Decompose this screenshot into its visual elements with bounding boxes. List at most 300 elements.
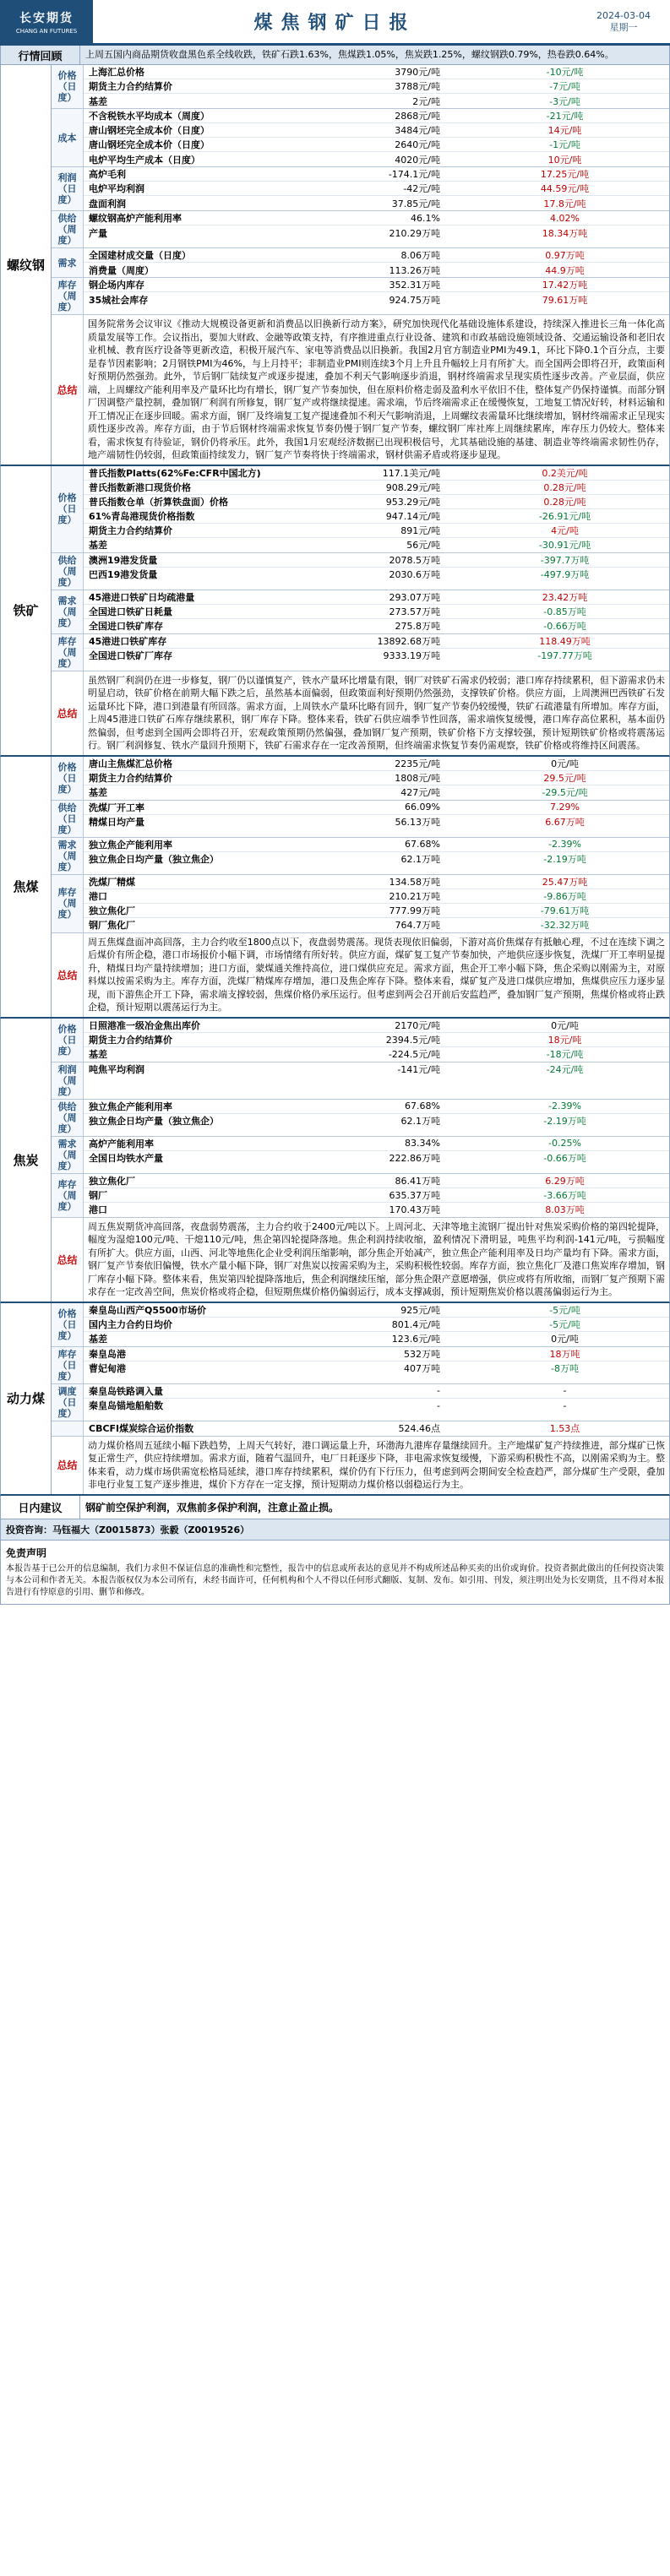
indicator-value: 56.13万吨: [395, 817, 440, 828]
indicator-row: [84, 495, 669, 509]
summary-label: 总结: [52, 1218, 84, 1302]
change-column-spacer: [445, 123, 509, 137]
indicator-name: 期货主力合约结算价: [89, 1034, 172, 1046]
indicator-change: -30.91元/吨: [538, 540, 591, 551]
indicator-name: CBCFI煤炭综合运价指数: [89, 1423, 194, 1434]
group-items: [84, 838, 669, 874]
indicator-value: 908.29元/吨: [385, 481, 440, 493]
section-summary: [52, 315, 669, 465]
indicator-row: [84, 182, 669, 196]
indicator-row: [84, 278, 669, 292]
indicator-group: [52, 1019, 669, 1062]
indicator-row: [84, 1100, 669, 1114]
indicator-change: -26.91元/吨: [538, 510, 591, 522]
indicator-row: [84, 94, 669, 108]
indicator-row: [84, 292, 669, 307]
indicator-name: 期货主力合约结算价: [89, 772, 172, 784]
group-label: 需求（周度）: [52, 838, 84, 874]
indicator-name: 产量: [89, 227, 107, 239]
section-name: 动力煤: [1, 1303, 52, 1494]
indicator-change: 23.42万吨: [542, 591, 588, 603]
indicator-row: [84, 801, 669, 815]
indicator-row: [84, 852, 669, 867]
group-items: [84, 1062, 669, 1099]
change-column-spacer: [445, 211, 509, 225]
indicator-value: 2元/吨: [412, 95, 440, 107]
indicator-change: -0.25%: [548, 1138, 581, 1149]
indicator-row: [84, 481, 669, 495]
indicator-value: 352.31万吨: [389, 280, 440, 291]
indicator-row: [84, 619, 669, 633]
summary-label: 总结: [52, 933, 84, 1017]
indicator-value: -42元/吨: [403, 183, 440, 194]
change-column-spacer: [445, 79, 509, 93]
indicator-change: 1.53点: [549, 1423, 580, 1434]
group-items: [84, 553, 669, 590]
indicator-row: [84, 815, 669, 829]
indicator-row: [84, 838, 669, 852]
indicator-value: 2078.5万吨: [389, 554, 440, 566]
group-items: [84, 1174, 669, 1217]
indicator-row: [84, 1384, 669, 1399]
summary-label: 总结: [52, 671, 84, 755]
indicator-name: 唐山钢坯完全成本价（日度）: [89, 125, 210, 136]
indicator-value: 13892.68万吨: [377, 635, 440, 647]
indicator-value: 953.29元/吨: [385, 496, 440, 508]
change-column-spacer: [445, 248, 509, 262]
indicator-change: 44.59元/吨: [540, 183, 590, 194]
change-column-spacer: [445, 65, 509, 79]
intraday-advice: [0, 1496, 670, 1519]
indicator-name: 钢企场内库存: [89, 280, 144, 291]
change-column-spacer: [445, 509, 509, 523]
indicator-value: 3788元/吨: [395, 81, 440, 92]
indicator-row: [84, 65, 669, 79]
indicator-name: 独立焦化厂: [89, 1175, 135, 1187]
indicator-change: -: [563, 1385, 567, 1396]
section-0: [0, 65, 670, 466]
indicator-name: 基差: [89, 1049, 107, 1060]
indicator-row: [84, 889, 669, 904]
indicator-change: 17.8元/吨: [543, 198, 586, 209]
group-items: [84, 590, 669, 633]
indicator-change: 0.28元/吨: [543, 481, 586, 493]
indicator-change: 118.49万吨: [539, 635, 591, 647]
indicator-value: 891元/吨: [400, 524, 440, 536]
indicator-name: 独立焦企产能利用率: [89, 1101, 172, 1112]
group-label: 库存（周度）: [52, 634, 84, 671]
indicator-value: 2640元/吨: [395, 139, 440, 150]
indicator-value: 275.8万吨: [395, 621, 440, 632]
change-column-spacer: [445, 524, 509, 537]
indicator-name: 高炉产能利用率: [89, 1138, 154, 1149]
change-column-spacer: [445, 1174, 509, 1187]
indicator-value: 210.21万吨: [389, 890, 440, 902]
summary-label: 总结: [52, 1437, 84, 1494]
indicator-row: [84, 263, 669, 277]
indicator-name: 秦皇岛山西产Q5500市场价: [89, 1304, 206, 1316]
indicator-name: 钢厂焦化厂: [89, 920, 135, 931]
indicator-change: -18元/吨: [546, 1049, 584, 1060]
indicator-change: -0.66万吨: [543, 1153, 586, 1164]
indicator-name: 普氏指数新港口现货价格: [89, 481, 191, 493]
change-column-spacer: [445, 605, 509, 618]
section-body: [52, 757, 669, 1017]
section-body: [52, 1019, 669, 1302]
change-column-spacer: [445, 1332, 509, 1346]
indicator-value: 56元/吨: [406, 540, 440, 551]
change-column-spacer: [445, 1399, 509, 1413]
indicator-row: [84, 1347, 669, 1361]
report-title: 煤焦钢矿日报: [253, 13, 417, 34]
indicator-name: 巴西19港发货量: [89, 569, 158, 580]
indicator-group: [52, 109, 669, 167]
indicator-value: 2235元/吨: [395, 758, 440, 769]
indicator-row: [84, 123, 669, 138]
group-items: [84, 1384, 669, 1421]
indicator-group: [52, 757, 669, 801]
indicator-change: -3元/吨: [549, 95, 580, 107]
indicator-name: 高炉毛利: [89, 169, 126, 180]
group-items: [84, 167, 669, 210]
indicator-change: 17.25元/吨: [540, 169, 590, 180]
indicator-name: 普氏指数Platts(62%Fe:CFR中国北方): [89, 467, 261, 479]
indicator-name: 期货主力合约结算价: [89, 524, 172, 536]
section-summary: [52, 933, 669, 1017]
indicator-value: 8.06万吨: [400, 250, 440, 261]
indicator-name: 全国进口铁矿日耗量: [89, 606, 172, 617]
indicator-value: 62.1万吨: [400, 854, 440, 865]
group-items: [84, 634, 669, 671]
indicator-change: 44.9万吨: [545, 264, 585, 276]
indicator-value: 46.1%: [411, 212, 440, 224]
indicator-value: 3484元/吨: [395, 125, 440, 136]
indicator-row: [84, 109, 669, 123]
indicator-change: 0元/吨: [551, 1019, 579, 1031]
indicator-value: 524.46点: [398, 1423, 440, 1434]
indicator-row: [84, 1137, 669, 1151]
change-column-spacer: [445, 771, 509, 785]
indicator-value: 222.86万吨: [389, 1153, 440, 1164]
change-column-spacer: [445, 196, 509, 210]
group-label: 库存（周度）: [52, 1174, 84, 1217]
indicator-name: 曹妃甸港: [89, 1363, 126, 1374]
indicator-value: 2170元/吨: [395, 1019, 440, 1031]
market-review: [0, 46, 670, 65]
change-column-spacer: [445, 1100, 509, 1113]
disclaimer-text: 本报告基于已公开的信息编制，我们力求但不保证信息的准确性和完整性，报告中的信息或所表达的意见并不构成所述品种买卖的出价或询价。投资者据此做出的任何投资决策与本公司和作者无关。本报告版权仅为本公司所有，未经书面许可，任何机构和个人不得以任何形式翻版、复制、发布。如引用、刊发，须注明出处为长安期货，且不得对本报告进行有悖原意的引用、删节和修改。: [6, 1563, 664, 1597]
indicator-change: 4元/吨: [551, 524, 579, 536]
change-column-spacer: [445, 1421, 509, 1436]
indicator-value: 3790元/吨: [395, 67, 440, 78]
group-label: [52, 1421, 84, 1436]
indicator-row: [84, 1019, 669, 1033]
indicator-name: 45港进口铁矿日均疏港量: [89, 591, 195, 603]
indicator-change: -: [563, 1399, 567, 1411]
indicator-name: 期货主力合约结算价: [89, 81, 172, 92]
change-column-spacer: [445, 1347, 509, 1361]
indicator-row: [84, 1047, 669, 1062]
indicator-row: [84, 466, 669, 481]
change-column-spacer: [445, 538, 509, 552]
indicator-row: [84, 590, 669, 605]
change-column-spacer: [445, 1361, 509, 1376]
indicator-name: 精煤日均产量: [89, 817, 144, 828]
change-column-spacer: [445, 852, 509, 867]
indicator-value: 170.43万吨: [389, 1204, 440, 1215]
change-column-spacer: [445, 590, 509, 604]
group-label: 库存（周度）: [52, 278, 84, 314]
indicator-row: [84, 918, 669, 932]
indicator-value: 37.85元/吨: [391, 198, 440, 209]
indicator-row: [84, 1421, 669, 1436]
indicator-row: [84, 904, 669, 918]
report-weekday: 星期一: [609, 21, 638, 33]
indicator-value: 83.34%: [405, 1138, 440, 1149]
group-label: 价格（日度）: [52, 466, 84, 552]
group-label: 需求（周度）: [52, 590, 84, 633]
indicator-name: 秦皇岛锚地船舶数: [89, 1400, 163, 1411]
indicator-value: 117.1美元/吨: [382, 467, 440, 479]
indicator-change: -79.61万吨: [540, 905, 590, 916]
change-column-spacer: [445, 481, 509, 494]
indicator-name: 洗煤厂精煤: [89, 876, 135, 888]
indicator-value: -174.1元/吨: [388, 169, 440, 180]
change-column-spacer: [445, 109, 509, 122]
indicator-change: 10元/吨: [547, 154, 582, 166]
indicator-group: [52, 1100, 669, 1137]
change-column-spacer: [445, 904, 509, 917]
indicator-group: [52, 1347, 669, 1384]
change-column-spacer: [445, 94, 509, 108]
indicator-name: 港口: [89, 1204, 107, 1215]
indicator-change: 0元/吨: [551, 1334, 579, 1345]
indicator-value: 67.68%: [405, 839, 440, 850]
indicator-row: [84, 138, 669, 152]
group-label: 供给（周度）: [52, 553, 84, 590]
group-label: 利润（周度）: [52, 1062, 84, 1099]
indicator-name: 全国进口铁矿厂库存: [89, 650, 172, 661]
change-column-spacer: [445, 1188, 509, 1202]
indicator-change: -5元/吨: [549, 1304, 580, 1316]
indicator-change: -1元/吨: [549, 139, 580, 150]
indicator-change: 0元/吨: [551, 758, 579, 769]
indicator-group: [52, 1421, 669, 1437]
indicator-value: 777.99万吨: [389, 905, 440, 916]
group-items: [84, 801, 669, 837]
indicator-name: 独立焦企日均产量（独立焦企）: [89, 1116, 219, 1127]
section-name: 铁矿: [1, 466, 52, 755]
section-name: 焦煤: [1, 757, 52, 1017]
change-column-spacer: [445, 1062, 509, 1077]
group-label: 调度（日度）: [52, 1384, 84, 1421]
indicator-row: [84, 1303, 669, 1318]
indicator-group: [52, 1303, 669, 1347]
indicator-row: [84, 167, 669, 182]
group-label: 成本: [52, 109, 84, 166]
indicator-value: 407万吨: [404, 1363, 440, 1374]
indicator-row: [84, 211, 669, 226]
indicator-name: 45港进口铁矿库存: [89, 635, 167, 647]
indicator-value: 293.07万吨: [389, 591, 440, 603]
indicator-value: 62.1万吨: [400, 1116, 440, 1127]
indicator-name: 秦皇岛铁路调入量: [89, 1385, 163, 1397]
indicator-value: 86.41万吨: [395, 1175, 440, 1187]
change-column-spacer: [445, 757, 509, 770]
indicator-group: [52, 278, 669, 315]
change-column-spacer: [445, 875, 509, 889]
indicator-name: 基差: [89, 95, 107, 107]
indicator-name: 电炉平均生产成本（日度）: [89, 154, 200, 166]
report-date: 2024-03-04: [596, 9, 651, 21]
change-column-spacer: [445, 649, 509, 663]
indicator-value: 1808元/吨: [395, 772, 440, 784]
indicator-value: -: [437, 1385, 440, 1396]
indicator-change: 25.47万吨: [542, 876, 588, 888]
indicator-group: [52, 65, 669, 109]
change-column-spacer: [445, 1384, 509, 1398]
indicator-value: 4020元/吨: [395, 154, 440, 166]
indicator-value: 925元/吨: [400, 1304, 440, 1316]
indicator-value: -141元/吨: [397, 1064, 440, 1075]
change-column-spacer: [445, 815, 509, 829]
section-2: [0, 757, 670, 1019]
indicator-change: -197.77万吨: [537, 650, 592, 661]
indicator-name: 洗煤厂开工率: [89, 802, 144, 813]
change-column-spacer: [445, 278, 509, 291]
indicator-change: 17.42万吨: [542, 280, 588, 291]
indicator-value: 273.57万吨: [389, 606, 440, 617]
indicator-name: 国内主力合约日均价: [89, 1318, 172, 1330]
indicator-name: 独立焦企日均产量（独立焦企）: [89, 854, 219, 865]
indicator-row: [84, 875, 669, 889]
section-3: [0, 1019, 670, 1303]
change-column-spacer: [445, 138, 509, 151]
change-column-spacer: [445, 1137, 509, 1150]
change-column-spacer: [445, 1114, 509, 1128]
indicator-row: [84, 785, 669, 800]
indicator-row: [84, 226, 669, 240]
change-column-spacer: [445, 1019, 509, 1032]
indicator-value: 924.75万吨: [389, 294, 440, 306]
indicator-name: 澳洲19港发货量: [89, 554, 158, 566]
indicator-change: -21元/吨: [546, 111, 584, 122]
indicator-row: [84, 1062, 669, 1077]
summary-text: 动力煤价格周五延续小幅下跌趋势，上周天气转好，港口调运量上升，环渤海九港库存量继续回升。主产地煤矿复产持续推进，部分煤矿已恢复正常生产，供应持续增加。需求方面，随着气温回升，电厂日耗逐步下降，非电需求恢复缓慢，下游采购积极性不高，以刚需采购为主。整体来看，动力煤市场供需宽松格局延续，港口库存持续累积，煤价仍有下行压力，但考虑到两会期间安全检查趋严，部分煤矿生产受限，叠加非电行业复工复产逐步推进，煤价下方存在一定支撑，预计短期动力煤价格以弱稳运行为主。: [88, 1439, 665, 1490]
indicator-change: -2.39%: [548, 839, 581, 850]
indicator-change: -24元/吨: [546, 1064, 584, 1075]
indicator-row: [84, 553, 669, 568]
change-column-spacer: [445, 1203, 509, 1217]
summary-text: 周五焦煤盘面冲高回落，主力合约收至1800点以下，夜盘弱势震荡。现货表现依旧偏弱，下游对高价焦煤存有抵触心理，不过在连续下调之后煤价有所企稳，港口市场报价小幅下调，市场情绪有所好转。供应方面，煤矿复工复产节奏加快，产地供应逐步恢复，洗煤厂开工率明显提升，精煤日均产量持续增加；进口方面，蒙煤通关维持高位，进口煤供应充足。需求方面，焦企开工率小幅下降，焦企采购以刚需为主，对原料煤以按需采购为主。库存方面，洗煤厂精煤库存增加，港口及焦企库存下降。整体来看，煤矿复产及进口煤供应增加，焦煤供应压力逐步显现，而下游焦企开工下降，需求端支撑较弱，焦煤价格仍承压运行。但考虑到两会召开前后安监趋严，叠加钢厂复产预期，焦煤价格或将止跌企稳，预计短期以震荡运行为主。: [88, 936, 665, 1013]
indicator-change: 14元/吨: [547, 125, 582, 136]
change-column-spacer: [445, 918, 509, 932]
investment-consultants: 投资咨询：马钰福大（Z0015873）张毅（Z0019526）: [0, 1519, 670, 1541]
indicator-name: 消费量（周度）: [89, 264, 154, 276]
indicator-group: [52, 1174, 669, 1218]
indicator-change: -5元/吨: [549, 1318, 580, 1330]
indicator-value: 947.14元/吨: [385, 510, 440, 522]
indicator-group: [52, 466, 669, 553]
indicator-value: 123.6元/吨: [391, 1334, 440, 1345]
section-body: [52, 1303, 669, 1494]
indicator-value: 2030.6万吨: [389, 569, 440, 580]
indicator-name: 普氏指数仓单（折算铁盘面）价格: [89, 496, 228, 508]
summary-text: 虽然钢厂利润仍在进一步修复，钢厂仍以谨慎复产，铁水产量环比增量有限，钢厂对铁矿石需求仍较弱；港口库存持续累积，但下游需求仍未明显启动，铁矿价格在前期大幅下跌之后，虽然基本面偏弱，但政策面利好预期仍然强劲，支撑铁矿价格。供应方面，上周澳洲巴西铁矿石发运量环比下降，港口到港量有所回落。需求方面，上周铁水产量环比略有回升，钢厂复产节奏仍较缓慢，铁矿石疏港量有所增加。库存方面，上周45港进口铁矿石库存继续累积，钢厂库存下降。整体来看，铁矿石供应端季节性回落，需求端恢复缓慢，港口库存高位累积，基本面仍然偏弱，但考虑到全国两会即将召开，宏观政策预期仍然偏强，叠加钢厂复产预期，铁矿价格下方支撑较强，预计短期铁矿价格或将震荡运行。钢厂利润修复、铁水产量回升预期下，铁矿石需求存在一定改善预期，但终端需求恢复节奏仍需观察，铁矿价格或将维持区间震荡。: [88, 674, 665, 751]
indicator-change: -397.7万吨: [540, 554, 590, 566]
indicator-row: [84, 79, 669, 94]
change-column-spacer: [445, 785, 509, 800]
indicator-row: [84, 538, 669, 552]
indicator-value: 635.37万吨: [389, 1189, 440, 1201]
indicator-name: 61%青岛港现货价格指数: [89, 510, 195, 522]
change-column-spacer: [445, 466, 509, 480]
section-1: [0, 466, 670, 757]
indicator-name: 基差: [89, 787, 107, 798]
summary-label: 总结: [52, 315, 84, 465]
group-items: [84, 757, 669, 800]
report-date-block: [577, 10, 670, 34]
indicator-change: -8万吨: [551, 1363, 579, 1374]
indicator-value: -: [437, 1399, 440, 1411]
indicator-change: -2.39%: [548, 1101, 581, 1111]
indicator-value: 801.4元/吨: [391, 1318, 440, 1330]
indicator-change: -3.66万吨: [543, 1189, 586, 1201]
indicator-group: [52, 634, 669, 671]
indicator-group: [52, 1384, 669, 1421]
indicator-group: [52, 801, 669, 838]
disclaimer-title: 免责声明: [6, 1546, 47, 1559]
group-label: 价格（日度）: [52, 65, 84, 108]
indicator-row: [84, 568, 669, 582]
indicator-name: 独立焦化厂: [89, 905, 135, 916]
indicator-name: 上海汇总价格: [89, 67, 144, 78]
indicator-value: 532万吨: [404, 1348, 440, 1360]
group-items: [84, 1421, 669, 1436]
indicator-change: 18元/吨: [547, 1034, 582, 1046]
indicator-value: -224.5元/吨: [388, 1049, 440, 1060]
indicator-value: 113.26万吨: [389, 264, 440, 276]
indicator-change: 6.67万吨: [545, 817, 585, 828]
indicator-row: [84, 196, 669, 210]
indicator-row: [84, 152, 669, 166]
indicator-name: 全国进口铁矿库存: [89, 621, 163, 632]
group-label: 库存（日度）: [52, 1347, 84, 1383]
indicator-name: 唐山主焦煤汇总价格: [89, 758, 172, 769]
change-column-spacer: [445, 292, 509, 307]
indicator-group: [52, 167, 669, 211]
indicator-change: 29.5元/吨: [543, 772, 586, 784]
indicator-group: [52, 553, 669, 590]
section-name: 焦炭: [1, 1019, 52, 1302]
market-review-text: 上周五国内商品期货收盘黑色系全线收跌，铁矿石跌1.63%，焦煤跌1.05%，焦炭跌1.25%，螺纹钢跌0.79%，热卷跌0.64%。: [80, 46, 669, 64]
indicator-row: [84, 1188, 669, 1203]
indicator-name: 不含税铁水平均成本（周度）: [89, 111, 210, 122]
indicator-group: [52, 1062, 669, 1100]
commodity-sections: [0, 65, 670, 1496]
indicator-group: [52, 248, 669, 278]
indicator-change: -2.19万吨: [543, 1116, 586, 1127]
change-column-spacer: [445, 889, 509, 903]
group-label: 库存（周度）: [52, 875, 84, 932]
summary-text: 国务院常务会议审议《推动大规模设备更新和消费品以旧换新行动方案》，研究加快现代化基础设施体系建设，持续深入推进长三角一体化高质量发展等工作。会议指出，要加大财政、金融等政策支持，有序推进重点行业设备、建筑和市政基础设施领域设备、交通运输设备和老旧农业机械、教育医疗设备等更新改造，积极开展汽车、家电等消费品以旧换新。我国2月官方制造业PMI为49.1，环比下降0.1个百分点，主要是春节因素影响；2月钢铁PMI为46%，与上月持平；非制造业PMI则连续3个月上升且升幅较上月有所扩大。而全国两会即将召开，政策面利好预期仍然强劲。此外，节后钢厂陆续复产或逐步提速，叠加不利天气影响逐步消退，钢材终端需求呈现实质性逐步改善。产业层面，供应端，上周螺纹产能利用率及产量环比均有增长，钢厂复产节奏加快，但在原料价格走弱及盈利水平依旧不佳，整体复产仍保持谨慎。而部分钢厂因调整产量控制，叠加钢厂利润有所修复，钢厂复产或将继续提速。需求端，节后终端需求正在缓慢恢复，工地复工情况好转，材料运输和开工情况正在逐步回暖。需求方面，钢厂及终端复工复产提速叠加不利天气影响消退，上周螺纹表需量环比继续增加，钢材终端需求正呈现实质性逐步改善。库存方面，由于节后钢材终端需求恢复节奏仍慢于钢厂复产节奏，螺纹钢厂库社库上周继续累库，库存压力仍较大。整体来看，需求恢复有待验证，钢价仍将承压。此外，我国1月宏观经济数据已出现积极信号，尤其基础设施的基建、制造业等终端需求韧性仍存，地产端韧性仍较弱，但政策面持续发力，钢厂复产节奏将快于终端需求，钢材供需矛盾或将逐步显现。: [88, 318, 665, 460]
group-items: [84, 875, 669, 932]
indicator-group: [52, 211, 669, 248]
indicator-change: 0.28元/吨: [543, 496, 586, 508]
indicator-value: 67.68%: [405, 1101, 440, 1111]
indicator-value: 2394.5元/吨: [385, 1034, 440, 1046]
group-items: [84, 1100, 669, 1136]
